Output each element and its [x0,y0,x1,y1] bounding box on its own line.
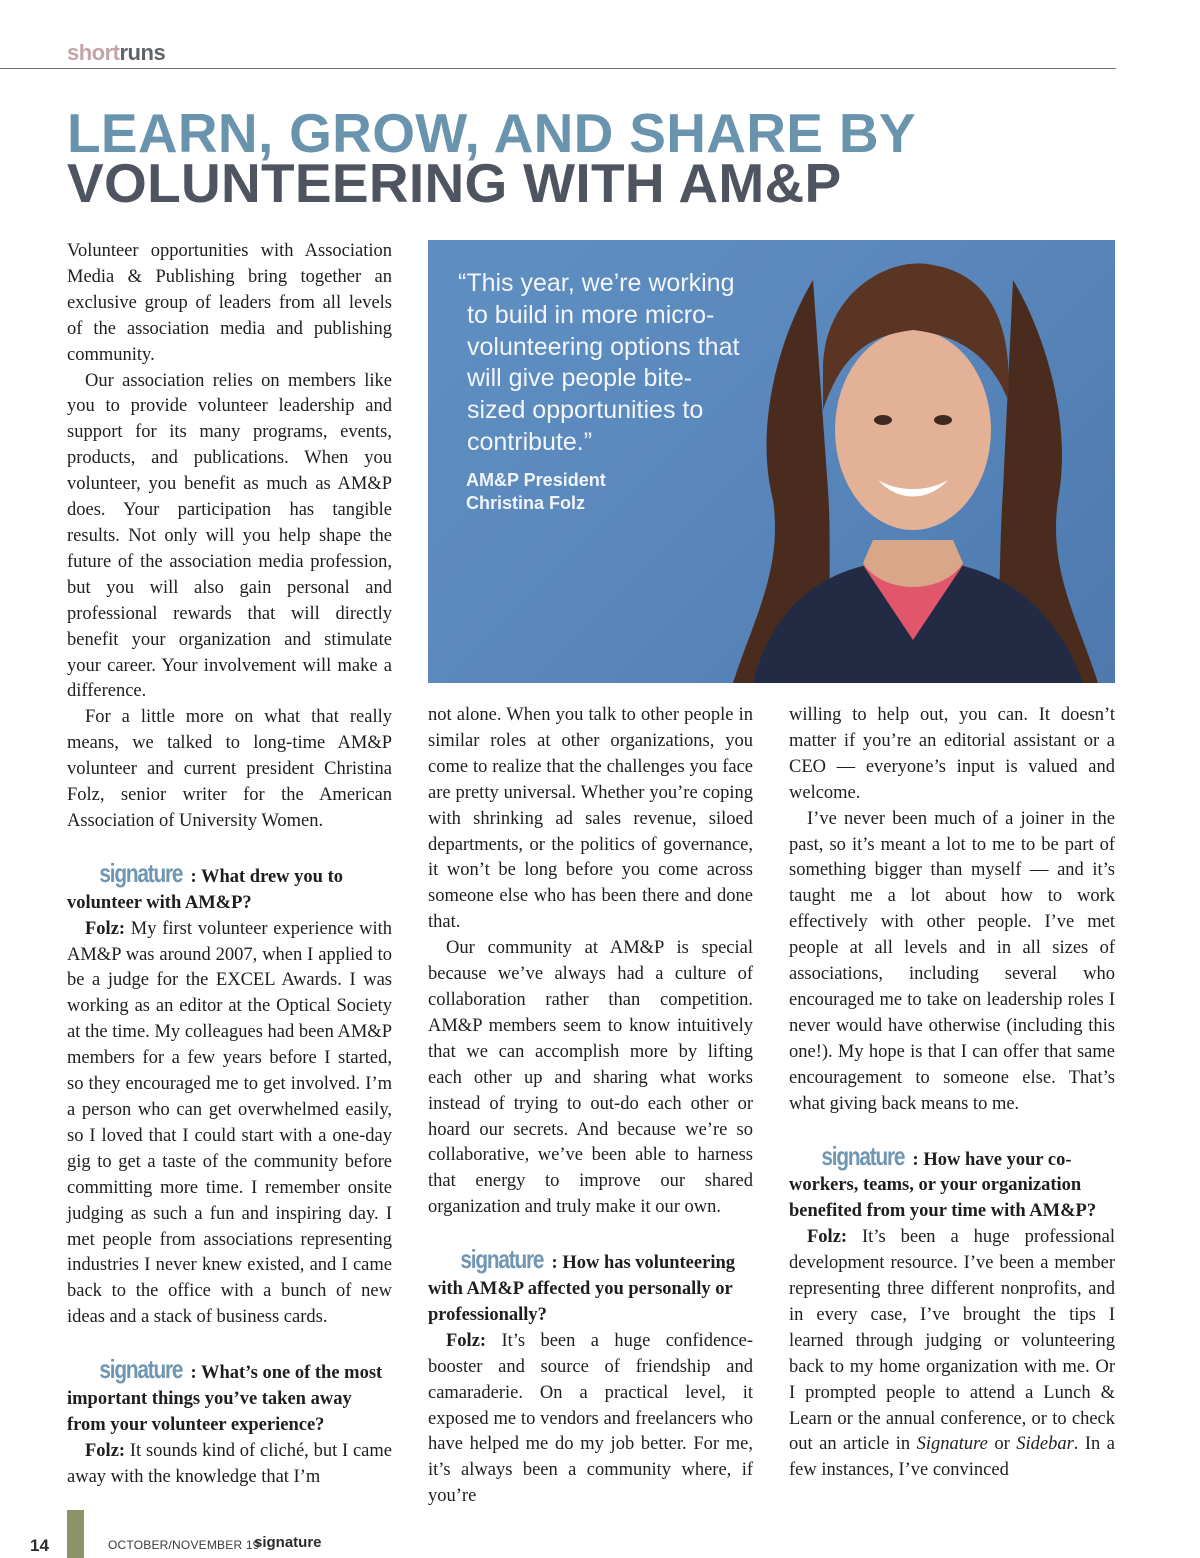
question-1: signature : What drew you to volunteer with AM&P? [67,857,343,913]
portrait-photo [428,240,1115,683]
title-line-1: LEARN, GROW, AND SHARE BY [67,102,916,164]
article-title [67,102,916,214]
footer-accent-bar [67,1510,84,1558]
answer-3-continued: willing to help out, you can. It doesn’t matter if you’re an editorial assistant or a CEO — everyone’s input is valued and welcome. [789,705,1115,803]
question-4: signature : How have your co-workers, teams, or your organization benefited from your time with AM&P? [789,1140,1097,1222]
answer-1: Folz: My first volunteer experience with AM&P was around 2007, when I applied to be a judge for the EXCEL Awards. I was working as an editor at the Optical Society at the time. My colleagues had been AM&P members for a few years before I started, so they encouraged me to get involved. I’m a person who can get overwhelmed easily, so I loved that I could start with a one-day gig to get a taste of the community before committing more time. I remember onsite judging as such a fun and inspiring day. I met people from associations representing industries I never knew existed, and I came back to the office with a bunch of new ideas and a stack of business cards. [67,918,392,1328]
answer-2-paragraph: Our community at AM&P is special because we’ve always had a culture of collaboration rather than competition. AM&P members seem to know intuitively that we can accomplish more by lifting each other up and sharing what works instead of trying to out-do each other or hoard our secrets. And because we’re so collaborative, we’ve been able to harness that energy to improve our shared organization and truly make it our own. [428,938,753,1218]
intro-paragraph: Volunteer opportunities with Association Media & Publishing bring together an exclusive group of leaders from all levels of the association media and publishing community. [67,241,392,365]
speaker-label: Folz: [85,1440,126,1461]
column-1 [67,239,392,1491]
magazine-name: signature [254,1534,322,1551]
page-number: 14 [30,1536,49,1555]
signature-label: signature [99,857,183,888]
issue-date: OCTOBER/NOVEMBER 19 [108,1538,260,1552]
intro-paragraph: Our association relies on members like you to provide volunteer leadership and support for its many programs, events, products, and publications. When you volunteer, you benefit as much as AM&P does. Your participation has tangible results. Not only will you help shape the future of the association media profession, but you will also gain personal and professional rewards that will directly benefit your organization and stimulate your career. Your involvement will make a difference. [67,370,392,702]
intro-paragraph: For a little more on what that really means, we talked to long-time AM&P volunteer and current president Christina Folz, senior writer for the American Association of University Women. [67,707,392,831]
header-rule [0,68,1116,69]
pull-quote [458,268,748,515]
answer-3-paragraph: I’ve never been much of a joiner in the past, so it’s meant a lot to me to be part of something bigger than myself — and it’s taught me a lot about how to work effectively with other people. I’ve met people at all levels and in all sizes of associations, including several who encouraged me to take on leadership roles I never would have otherwise (including this one!). My hope is that I can offer that same encouragement to someone else. That’s what giving back means to me. [789,808,1115,1114]
column-3 [789,703,1115,1484]
answer-4: Folz: It’s been a huge professional development resource. I’ve been a member representing three different nonprofits, and in every case, I’ve brought the tips I learned through judging or volunteering back to my home organization with me. Or I prompted people to attend a Lunch & Learn or the annual conference, or to check out an article in Signature or Sidebar. In a few instances, I’ve convinced [789,1227,1115,1481]
portrait-illustration [713,240,1115,683]
title-line-2: VOLUNTEERING WITH AM&P [67,152,842,214]
column-2 [428,703,753,1510]
question-2: signature : What’s one of the most important things you’ve taken away from your volunteer experience? [67,1354,383,1435]
signature-label: signature [821,1140,905,1171]
answer-2-continued: not alone. When you talk to other people in similar roles at other organizations, you come to realize that the challenges you face are pretty universal. Whether you’re coping with shrinking ad sales revenue, siloed departments, or the politics of governance, it won’t be long before you come across someone else who has been there and done that. [428,705,753,933]
speaker-label: Folz: [446,1330,487,1351]
speaker-label: Folz: [807,1227,848,1248]
pull-quote-text: “This year, we’re working to build in more micro-volunteering options that will give people bite-sized opportunities to contribute.” [458,269,740,456]
section-tag [67,40,165,66]
answer-3: Folz: It’s been a huge confidence-booster and source of friendship and camaraderie. On a practical level, it exposed me to vendors and freelancers who have helped me do my job better. For me, it’s always been a community where, if you’re [428,1330,753,1507]
signature-label: signature [99,1354,183,1385]
section-tag-short: short [67,40,120,65]
section-tag-runs: runs [119,40,166,65]
magazine-title-signature: Signature [916,1434,988,1455]
pull-quote-attribution: AM&P President Christina Folz [466,469,606,513]
question-3: signature : How has volunteering with AM&P affected you personally or professionally? [428,1244,735,1325]
magazine-title-sidebar: Sidebar [1016,1434,1074,1455]
answer-2: Folz: It sounds kind of cliché, but I came away with the knowledge that I’m [67,1440,392,1487]
speaker-label: Folz: [85,918,126,939]
signature-label: signature [460,1244,544,1275]
